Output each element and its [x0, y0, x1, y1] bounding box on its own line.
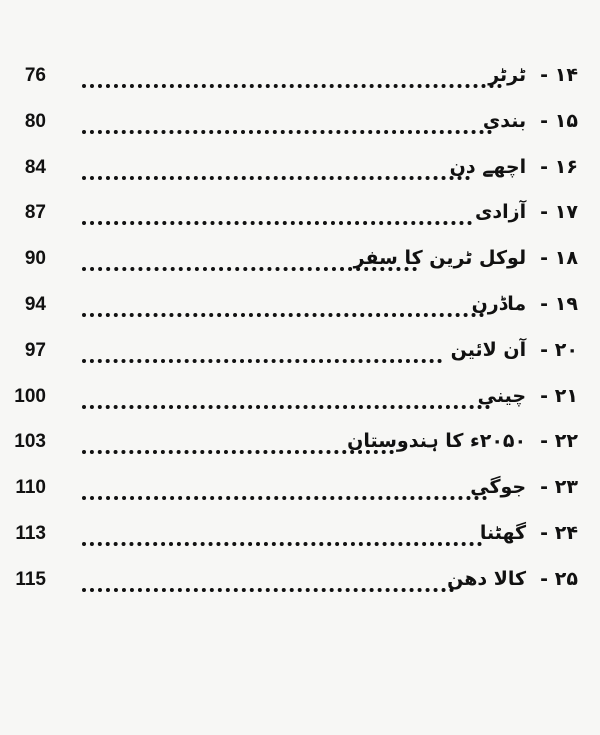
toc-entry[interactable]: [0, 148, 600, 194]
chapter-dash: -: [540, 338, 548, 361]
toc-entry[interactable]: [0, 560, 600, 606]
page-number: 100: [14, 385, 46, 407]
chapter-number: ۲۰: [554, 338, 578, 361]
chapter-dash: -: [540, 430, 548, 453]
page-number: 113: [15, 522, 46, 544]
chapter-title: ٹرٹر: [488, 64, 527, 86]
entry-label: [354, 243, 578, 273]
page-number: 90: [24, 248, 46, 270]
chapter-dash: -: [540, 109, 548, 132]
chapter-title: جوگی: [470, 476, 527, 499]
chapter-dash: -: [540, 201, 548, 224]
dot-leader: [82, 588, 454, 592]
entry-label: [470, 472, 578, 502]
dot-leader: [82, 496, 487, 500]
dot-leader: [82, 405, 490, 409]
page-number: 103: [14, 431, 46, 453]
toc-entry[interactable]: [0, 331, 600, 377]
chapter-number: ۱۸: [554, 247, 578, 270]
entry-label: [347, 426, 578, 456]
chapter-dash: -: [540, 476, 548, 499]
page-number: 80: [24, 110, 46, 132]
page-number: 94: [24, 293, 46, 315]
entry-label: [472, 289, 578, 319]
chapter-number: ۱۷: [554, 201, 578, 224]
chapter-number: ۱۹: [554, 292, 578, 315]
entry-label: [480, 518, 578, 548]
entry-label: [488, 60, 578, 90]
entry-label: [451, 335, 578, 365]
dot-leader: [82, 359, 442, 363]
chapter-dash: -: [540, 155, 548, 178]
chapter-number: ۱۶: [554, 155, 578, 178]
chapter-title: ۲۰۵۰ء کا ہندوستان: [347, 430, 527, 453]
dot-leader: [82, 221, 472, 225]
entry-label: [447, 564, 578, 594]
page-number: 110: [15, 477, 46, 499]
page-number: 76: [24, 65, 46, 86]
chapter-title: ماڈرن: [471, 292, 527, 315]
table-of-contents: [0, 56, 600, 606]
chapter-number: ۲۳: [554, 476, 578, 499]
chapter-number: ۲۵: [554, 567, 578, 590]
chapter-title: آزادی: [474, 201, 527, 224]
chapter-title: بندی: [482, 109, 527, 132]
dot-leader: [82, 176, 470, 180]
chapter-title: گھٹنا: [479, 521, 527, 544]
dot-leader: [82, 542, 482, 546]
chapter-title: آن لائین: [450, 338, 527, 361]
chapter-dash: -: [540, 384, 548, 407]
chapter-title: لوکل ٹرین کا سفر: [353, 247, 527, 270]
toc-entry[interactable]: [0, 239, 600, 285]
dot-leader: [82, 313, 484, 317]
toc-entry[interactable]: [0, 56, 600, 102]
chapter-number: ۱۴: [554, 64, 578, 86]
toc-entry[interactable]: [0, 468, 600, 514]
chapter-number: ۲۴: [554, 521, 578, 544]
chapter-dash: -: [540, 247, 548, 270]
toc-entry[interactable]: [0, 102, 600, 148]
entry-label: [483, 106, 578, 136]
chapter-dash: -: [540, 292, 548, 315]
chapter-dash: -: [540, 567, 548, 590]
page-number: 84: [24, 156, 46, 178]
page-number: 87: [24, 202, 46, 224]
toc-entry[interactable]: [0, 285, 600, 331]
toc-entry[interactable]: [0, 422, 600, 468]
chapter-dash: -: [540, 64, 548, 86]
entry-label: [450, 152, 578, 182]
chapter-number: ۱۵: [554, 109, 578, 132]
dot-leader: [82, 84, 502, 88]
dot-leader: [82, 130, 492, 134]
chapter-title: کالا دھن: [447, 567, 527, 590]
toc-entry[interactable]: [0, 377, 600, 423]
entry-label: [475, 197, 578, 227]
page-number: 115: [15, 568, 46, 590]
entry-label: [478, 381, 578, 411]
chapter-title: اچھے دن: [449, 155, 527, 178]
page-number: 97: [24, 339, 46, 361]
toc-entry[interactable]: [0, 193, 600, 239]
chapter-title: چینی: [477, 384, 527, 407]
chapter-number: ۲۱: [554, 384, 578, 407]
chapter-dash: -: [540, 521, 548, 544]
chapter-number: ۲۲: [554, 430, 578, 453]
toc-entry[interactable]: [0, 514, 600, 560]
